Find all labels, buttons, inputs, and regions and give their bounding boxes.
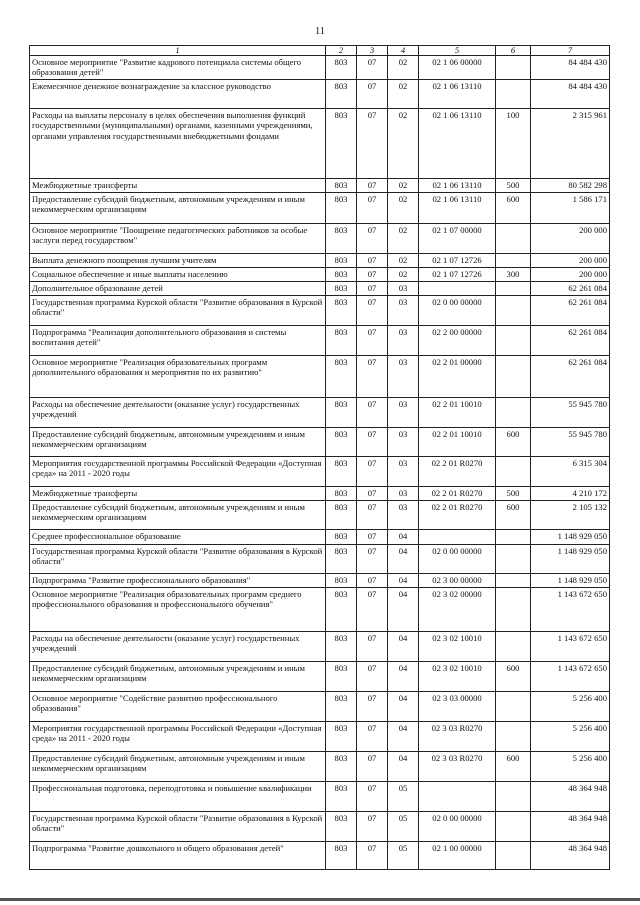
row-section-cell: 07	[357, 782, 388, 812]
row-section-cell: 07	[357, 588, 388, 632]
row-section-cell: 07	[357, 501, 388, 530]
row-code-cell: 803	[326, 752, 357, 782]
table-row	[30, 842, 610, 870]
row-code-cell: 803	[326, 254, 357, 268]
row-section-cell: 07	[357, 254, 388, 268]
row-name-cell: Мероприятия государственной программы Российской Федерации «Доступная среда» на 2011 - 2020 годы	[30, 457, 326, 487]
row-amount-cell: 48 364 948	[531, 812, 610, 842]
row-code-cell: 803	[326, 574, 357, 588]
row-name-cell: Дополнительное образование детей	[30, 282, 326, 296]
row-amount-cell: 48 364 948	[531, 842, 610, 870]
row-name-cell: Подпрограмма "Реализация дополнительного образования и системы воспитания детей"	[30, 326, 326, 356]
row-subsection-cell: 03	[388, 398, 419, 428]
row-name-cell: Межбюджетные трансферты	[30, 487, 326, 501]
row-target-article-cell: 02 3 03 R0270	[419, 752, 496, 782]
header-row	[30, 46, 610, 56]
row-name-cell: Подпрограмма "Развитие дошкольного и общего образования детей"	[30, 842, 326, 870]
row-subsection-cell: 02	[388, 80, 419, 109]
row-name-cell: Предоставление субсидий бюджетным, автономным учреждениям и иным некоммерческим организациям	[30, 662, 326, 692]
row-expense-type-cell	[496, 722, 531, 752]
row-code-cell: 803	[326, 326, 357, 356]
row-target-article-cell: 02 3 02 10010	[419, 662, 496, 692]
row-name-cell: Расходы на обеспечение деятельности (оказание услуг) государственных учреждений	[30, 632, 326, 662]
row-target-article-cell: 02 1 07 00000	[419, 224, 496, 254]
row-section-cell: 07	[357, 487, 388, 501]
row-target-article-cell: 02 1 06 13110	[419, 109, 496, 179]
row-amount-cell: 200 000	[531, 224, 610, 254]
table-row	[30, 109, 610, 179]
row-name-cell: Подпрограмма "Развитие профессионального образования"	[30, 574, 326, 588]
row-amount-cell: 200 000	[531, 254, 610, 268]
row-target-article-cell: 02 2 01 00000	[419, 356, 496, 398]
row-name-cell: Государственная программа Курской области "Развитие образования в Курской области"	[30, 812, 326, 842]
row-subsection-cell: 02	[388, 109, 419, 179]
row-name-cell: Ежемесячное денежное вознаграждение за классное руководство	[30, 80, 326, 109]
header-cell: 3	[357, 46, 388, 56]
row-name-cell: Мероприятия государственной программы Российской Федерации «Доступная среда» на 2011 - 2020 годы	[30, 722, 326, 752]
row-amount-cell: 1 586 171	[531, 193, 610, 224]
row-name-cell: Предоставление субсидий бюджетным, автономным учреждениям и иным некоммерческим организациям	[30, 752, 326, 782]
row-amount-cell: 84 484 430	[531, 56, 610, 80]
row-code-cell: 803	[326, 487, 357, 501]
row-amount-cell: 200 000	[531, 268, 610, 282]
row-code-cell: 803	[326, 268, 357, 282]
row-section-cell: 07	[357, 179, 388, 193]
table-row	[30, 428, 610, 457]
row-amount-cell: 2 315 961	[531, 109, 610, 179]
row-subsection-cell: 03	[388, 356, 419, 398]
row-subsection-cell: 04	[388, 752, 419, 782]
row-expense-type-cell	[496, 224, 531, 254]
table-row	[30, 56, 610, 80]
row-section-cell: 07	[357, 398, 388, 428]
table-row	[30, 254, 610, 268]
row-expense-type-cell	[496, 812, 531, 842]
row-section-cell: 07	[357, 296, 388, 326]
table-row	[30, 588, 610, 632]
row-code-cell: 803	[326, 457, 357, 487]
table-row	[30, 752, 610, 782]
row-section-cell: 07	[357, 662, 388, 692]
table-row	[30, 80, 610, 109]
table-row	[30, 487, 610, 501]
row-target-article-cell: 02 1 06 13110	[419, 179, 496, 193]
row-name-cell: Социальное обеспечение и иные выплаты населению	[30, 268, 326, 282]
row-section-cell: 07	[357, 428, 388, 457]
header-cell: 6	[496, 46, 531, 56]
row-expense-type-cell	[496, 632, 531, 662]
row-code-cell: 803	[326, 501, 357, 530]
row-section-cell: 07	[357, 530, 388, 545]
row-amount-cell: 62 261 084	[531, 356, 610, 398]
row-amount-cell: 62 261 084	[531, 282, 610, 296]
row-amount-cell: 62 261 084	[531, 326, 610, 356]
row-name-cell: Основное мероприятие "Реализация образовательных программ дополнительного образования и мероприятия по их развитию"	[30, 356, 326, 398]
header-cell: 4	[388, 46, 419, 56]
row-subsection-cell: 02	[388, 179, 419, 193]
table-row	[30, 782, 610, 812]
table-row	[30, 296, 610, 326]
row-section-cell: 07	[357, 574, 388, 588]
table-row	[30, 722, 610, 752]
row-subsection-cell: 04	[388, 722, 419, 752]
row-section-cell: 07	[357, 224, 388, 254]
row-target-article-cell: 02 2 01 R0270	[419, 457, 496, 487]
row-section-cell: 07	[357, 812, 388, 842]
row-target-article-cell: 02 0 00 00000	[419, 812, 496, 842]
row-code-cell: 803	[326, 80, 357, 109]
header-cell: 7	[531, 46, 610, 56]
row-expense-type-cell	[496, 326, 531, 356]
row-name-cell: Основное мероприятие "Реализация образовательных программ среднего профессионального образования и профессионального обучения"	[30, 588, 326, 632]
row-expense-type-cell	[496, 296, 531, 326]
row-section-cell: 07	[357, 842, 388, 870]
row-section-cell: 07	[357, 109, 388, 179]
row-target-article-cell: 02 2 01 10010	[419, 398, 496, 428]
row-amount-cell: 1 148 929 050	[531, 530, 610, 545]
row-code-cell: 803	[326, 296, 357, 326]
row-code-cell: 803	[326, 179, 357, 193]
row-amount-cell: 55 945 780	[531, 398, 610, 428]
row-name-cell: Выплата денежного поощрения лучшим учителям	[30, 254, 326, 268]
row-expense-type-cell	[496, 356, 531, 398]
row-subsection-cell: 05	[388, 842, 419, 870]
row-name-cell: Основное мероприятие "Поощрение педагогических работников за особые заслуги перед государством"	[30, 224, 326, 254]
row-expense-type-cell	[496, 545, 531, 574]
row-subsection-cell: 04	[388, 530, 419, 545]
table-row	[30, 662, 610, 692]
row-name-cell: Расходы на обеспечение деятельности (оказание услуг) государственных учреждений	[30, 398, 326, 428]
row-section-cell: 07	[357, 692, 388, 722]
header-cell: 5	[419, 46, 496, 56]
row-expense-type-cell	[496, 530, 531, 545]
row-expense-type-cell	[496, 282, 531, 296]
row-section-cell: 07	[357, 326, 388, 356]
row-subsection-cell: 02	[388, 254, 419, 268]
row-subsection-cell: 05	[388, 812, 419, 842]
row-section-cell: 07	[357, 282, 388, 296]
row-subsection-cell: 04	[388, 588, 419, 632]
row-code-cell: 803	[326, 530, 357, 545]
row-amount-cell: 80 582 298	[531, 179, 610, 193]
table-row	[30, 501, 610, 530]
table-row	[30, 193, 610, 224]
table-row	[30, 545, 610, 574]
row-name-cell: Предоставление субсидий бюджетным, автономным учреждениям и иным некоммерческим организациям	[30, 428, 326, 457]
table-row	[30, 268, 610, 282]
row-code-cell: 803	[326, 782, 357, 812]
row-code-cell: 803	[326, 109, 357, 179]
row-amount-cell: 1 143 672 650	[531, 632, 610, 662]
row-amount-cell: 5 256 400	[531, 692, 610, 722]
table-row	[30, 224, 610, 254]
row-target-article-cell	[419, 282, 496, 296]
row-section-cell: 07	[357, 632, 388, 662]
row-subsection-cell: 04	[388, 632, 419, 662]
row-subsection-cell: 04	[388, 692, 419, 722]
row-expense-type-cell	[496, 692, 531, 722]
row-expense-type-cell: 300	[496, 268, 531, 282]
row-target-article-cell	[419, 530, 496, 545]
row-subsection-cell: 02	[388, 193, 419, 224]
row-target-article-cell: 02 2 01 10010	[419, 428, 496, 457]
row-code-cell: 803	[326, 193, 357, 224]
row-code-cell: 803	[326, 588, 357, 632]
row-expense-type-cell: 600	[496, 428, 531, 457]
row-target-article-cell: 02 1 07 12726	[419, 254, 496, 268]
table-row	[30, 356, 610, 398]
row-expense-type-cell	[496, 588, 531, 632]
row-amount-cell: 1 143 672 650	[531, 662, 610, 692]
row-amount-cell: 48 364 948	[531, 782, 610, 812]
row-target-article-cell: 02 1 06 13110	[419, 193, 496, 224]
row-amount-cell: 84 484 430	[531, 80, 610, 109]
row-name-cell: Межбюджетные трансферты	[30, 179, 326, 193]
row-amount-cell: 55 945 780	[531, 428, 610, 457]
row-expense-type-cell	[496, 457, 531, 487]
row-expense-type-cell	[496, 842, 531, 870]
row-subsection-cell: 04	[388, 574, 419, 588]
row-target-article-cell: 02 1 07 12726	[419, 268, 496, 282]
row-expense-type-cell: 600	[496, 193, 531, 224]
bottom-scan-rule	[0, 898, 640, 901]
row-target-article-cell: 02 3 03 R0270	[419, 722, 496, 752]
row-target-article-cell: 02 0 00 00000	[419, 296, 496, 326]
row-subsection-cell: 02	[388, 268, 419, 282]
row-expense-type-cell	[496, 782, 531, 812]
row-section-cell: 07	[357, 457, 388, 487]
row-code-cell: 803	[326, 356, 357, 398]
row-name-cell: Основное мероприятие "Содействие развитию профессионального образования"	[30, 692, 326, 722]
row-target-article-cell: 02 3 02 10010	[419, 632, 496, 662]
table-row	[30, 457, 610, 487]
row-subsection-cell: 02	[388, 224, 419, 254]
row-expense-type-cell	[496, 56, 531, 80]
row-target-article-cell: 02 3 03 00000	[419, 692, 496, 722]
row-amount-cell: 1 148 929 050	[531, 574, 610, 588]
row-target-article-cell: 02 2 01 R0270	[419, 487, 496, 501]
row-subsection-cell: 03	[388, 428, 419, 457]
row-code-cell: 803	[326, 545, 357, 574]
header-cell: 1	[30, 46, 326, 56]
table-row	[30, 812, 610, 842]
row-code-cell: 803	[326, 692, 357, 722]
row-amount-cell: 5 256 400	[531, 752, 610, 782]
row-subsection-cell: 04	[388, 662, 419, 692]
row-expense-type-cell: 500	[496, 487, 531, 501]
row-code-cell: 803	[326, 722, 357, 752]
row-name-cell: Профессиональная подготовка, переподготовка и повышение квалификации	[30, 782, 326, 812]
table-row	[30, 282, 610, 296]
row-target-article-cell: 02 1 06 00000	[419, 56, 496, 80]
row-subsection-cell: 05	[388, 782, 419, 812]
row-section-cell: 07	[357, 545, 388, 574]
row-name-cell: Основное мероприятие "Развитие кадрового потенциала системы общего образования детей"	[30, 56, 326, 80]
row-section-cell: 07	[357, 80, 388, 109]
budget-table	[29, 45, 610, 870]
row-code-cell: 803	[326, 662, 357, 692]
row-section-cell: 07	[357, 722, 388, 752]
row-subsection-cell: 03	[388, 457, 419, 487]
row-subsection-cell: 02	[388, 56, 419, 80]
row-name-cell: Предоставление субсидий бюджетным, автономным учреждениям и иным некоммерческим организациям	[30, 193, 326, 224]
row-amount-cell: 6 315 304	[531, 457, 610, 487]
row-code-cell: 803	[326, 398, 357, 428]
header-cell: 2	[326, 46, 357, 56]
row-target-article-cell: 02 2 01 R0270	[419, 501, 496, 530]
table-body	[30, 56, 610, 870]
row-expense-type-cell	[496, 254, 531, 268]
row-subsection-cell: 03	[388, 296, 419, 326]
row-name-cell: Среднее профессиональное образование	[30, 530, 326, 545]
row-expense-type-cell: 100	[496, 109, 531, 179]
row-subsection-cell: 03	[388, 326, 419, 356]
row-target-article-cell: 02 3 02 00000	[419, 588, 496, 632]
row-amount-cell: 62 261 084	[531, 296, 610, 326]
row-expense-type-cell: 500	[496, 179, 531, 193]
row-name-cell: Предоставление субсидий бюджетным, автономным учреждениям и иным некоммерческим организациям	[30, 501, 326, 530]
row-code-cell: 803	[326, 282, 357, 296]
row-target-article-cell: 02 3 00 00000	[419, 574, 496, 588]
row-target-article-cell: 02 2 00 00000	[419, 326, 496, 356]
row-expense-type-cell	[496, 574, 531, 588]
row-target-article-cell: 02 1 06 13110	[419, 80, 496, 109]
row-subsection-cell: 03	[388, 282, 419, 296]
row-expense-type-cell	[496, 398, 531, 428]
table-row	[30, 632, 610, 662]
row-amount-cell: 4 210 172	[531, 487, 610, 501]
row-section-cell: 07	[357, 752, 388, 782]
page-number: 11	[315, 26, 325, 37]
table-row	[30, 530, 610, 545]
row-target-article-cell	[419, 782, 496, 812]
row-target-article-cell: 02 1 00 00000	[419, 842, 496, 870]
row-expense-type-cell	[496, 80, 531, 109]
row-section-cell: 07	[357, 56, 388, 80]
table-row	[30, 326, 610, 356]
row-code-cell: 803	[326, 428, 357, 457]
row-amount-cell: 1 148 929 050	[531, 545, 610, 574]
row-expense-type-cell: 600	[496, 501, 531, 530]
row-name-cell: Государственная программа Курской области "Развитие образования в Курской области"	[30, 545, 326, 574]
row-amount-cell: 5 256 400	[531, 722, 610, 752]
row-code-cell: 803	[326, 632, 357, 662]
table-row	[30, 692, 610, 722]
row-amount-cell: 1 143 672 650	[531, 588, 610, 632]
row-name-cell: Расходы на выплаты персоналу в целях обеспечения выполнения функций государственными (муниципальными) органами, казенными учреждениями, органами управления государственными внебюджетными фондами	[30, 109, 326, 179]
row-subsection-cell: 03	[388, 501, 419, 530]
row-code-cell: 803	[326, 812, 357, 842]
row-expense-type-cell: 600	[496, 752, 531, 782]
row-amount-cell: 2 105 132	[531, 501, 610, 530]
row-code-cell: 803	[326, 842, 357, 870]
row-section-cell: 07	[357, 268, 388, 282]
table-row	[30, 179, 610, 193]
table-row	[30, 574, 610, 588]
row-section-cell: 07	[357, 193, 388, 224]
row-target-article-cell: 02 0 00 00000	[419, 545, 496, 574]
row-section-cell: 07	[357, 356, 388, 398]
row-subsection-cell: 04	[388, 545, 419, 574]
row-subsection-cell: 03	[388, 487, 419, 501]
row-expense-type-cell: 600	[496, 662, 531, 692]
row-code-cell: 803	[326, 224, 357, 254]
table-row	[30, 398, 610, 428]
row-code-cell: 803	[326, 56, 357, 80]
row-name-cell: Государственная программа Курской области "Развитие образования в Курской области"	[30, 296, 326, 326]
